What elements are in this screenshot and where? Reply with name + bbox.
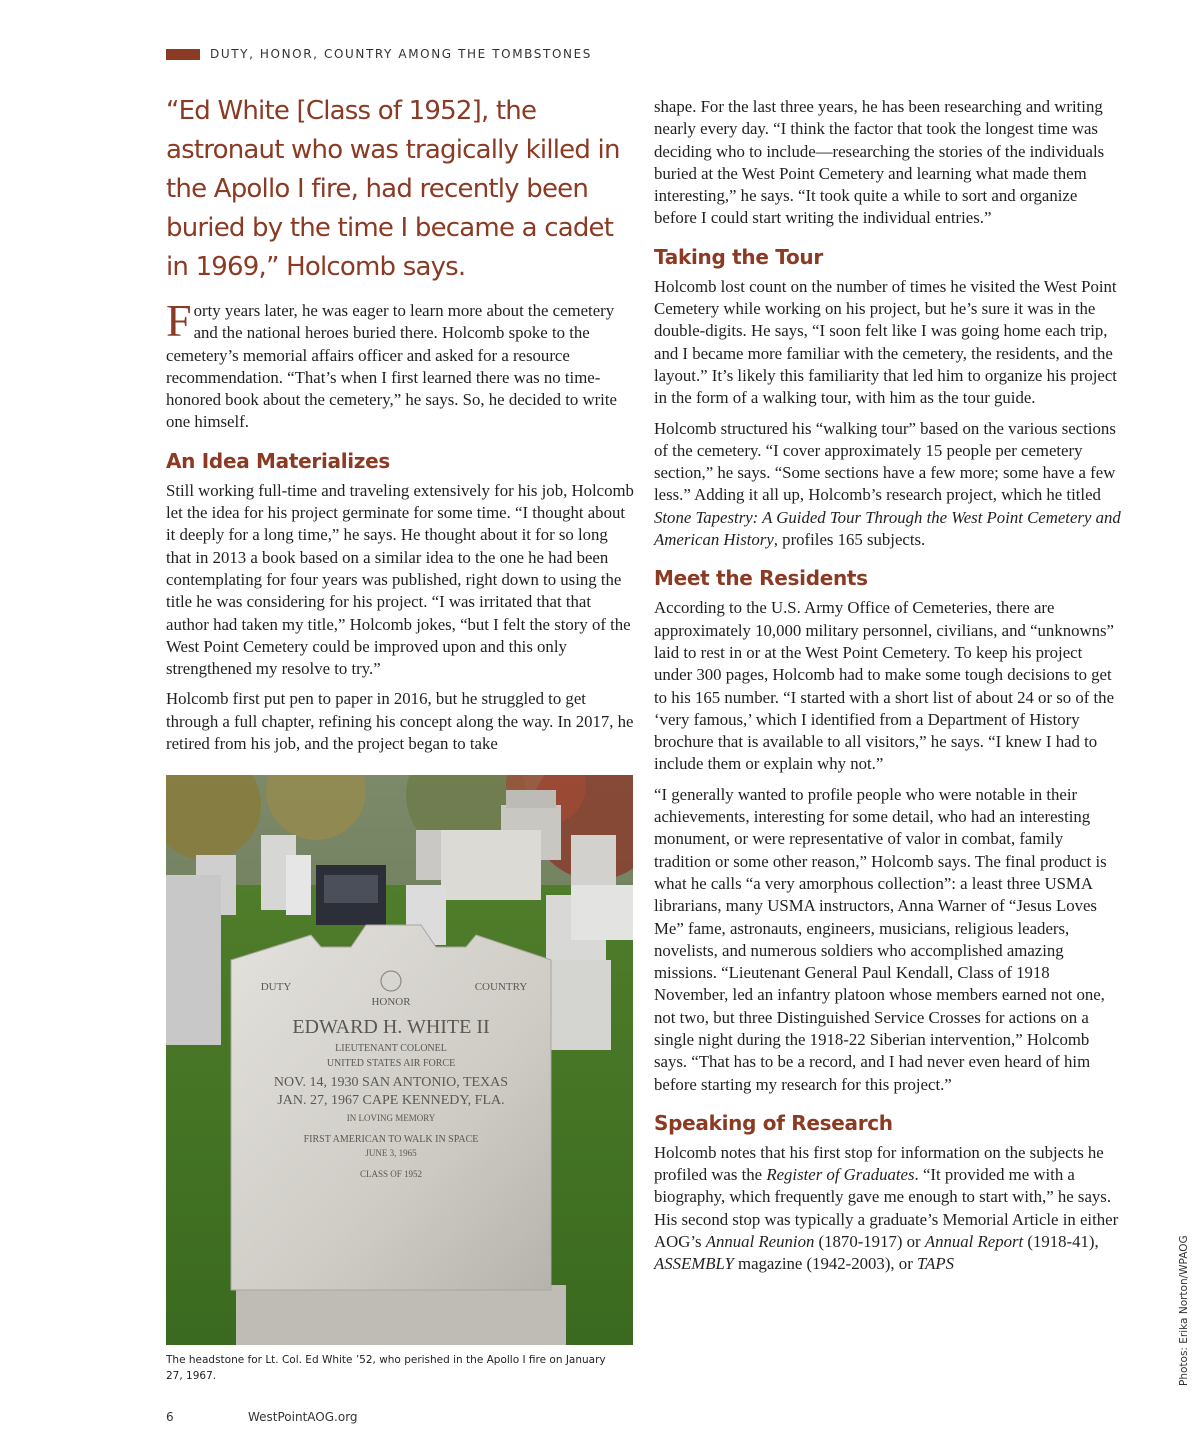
idea-paragraph-1: Still working full-time and traveling extensively for his job, Holcomb let the idea for his project germinate for some time. “I thought about it deeply for a long time,” he says. He thought about it for so long that in 2013 a book based on a similar idea to the one he had been contemplating for four years was published, right down to using the title he was considering for his project. “I was irritated that that author had taken my title,” Holcomb jokes, “but I felt the story of the West Point Cemetery could be improved upon and this only strengthened my resolve to try.”	[166, 480, 634, 679]
taps-title: TAPS	[916, 1254, 954, 1274]
headstone-photo	[166, 775, 633, 1345]
photo-caption: The headstone for Lt. Col. Ed White ’52, who perished in the Apollo I fire on January 27, 1967.	[166, 1354, 606, 1382]
tour-paragraph-2	[654, 418, 1122, 552]
book-title: Stone Tapestry: A Guided Tour Through the West Point Cemetery and American History	[654, 507, 1121, 550]
running-title: DUTY, HONOR, COUNTRY AMONG THE TOMBSTONES	[210, 47, 592, 61]
intro-text: orty years later, he was eager to learn more about the cemetery and the national heroes buried there. Holcomb spoke to the cemetery’s memorial affairs officer and asked for a resource recommendation. “That’s when I first learned there was no time-honored book about the cemetery,” he says. So, he decided to write one himself.	[166, 301, 617, 432]
section-heading-idea: An Idea Materializes	[166, 448, 391, 473]
stone-duty: DUTY	[260, 981, 292, 993]
stone-spacewalk: FIRST AMERICAN TO WALK IN SPACE	[303, 1134, 479, 1145]
footer-website: WestPointAOG.org	[248, 1410, 358, 1424]
tour-p2-text: Holcomb structured his “walking tour” based on the various sections of the cemetery. “I cover approximately 15 people per cemetery section,” he says. “Some sections have a few more; some have a few less.” Adding it all up, Holcomb’s research project, which he titled	[654, 418, 1116, 505]
running-header	[166, 47, 592, 61]
annual-report-title: Annual Report	[924, 1232, 1024, 1252]
stone-rank: LIEUTENANT COLONEL	[335, 1043, 447, 1054]
header-accent-bar	[166, 49, 200, 60]
stone-date: JUNE 3, 1965	[365, 1148, 417, 1158]
research-text-c: (1870-1917) or	[814, 1232, 925, 1252]
stone-name: EDWARD H. WHITE II	[292, 1016, 490, 1038]
page-number: 6	[166, 1410, 174, 1424]
residents-paragraph-2: “I generally wanted to profile people who were notable in their achievements, interesting for some detail, who had an interesting monument, or were representative of valor in combat, family tradition or some other reason,” Holcomb says. The final product is what he calls “a very amorphous collection”: a least three USMA librarians, many USMA instructors, Anna Warner of “Jesus Loves Me” fame, astronauts, engineers, musicians, religious leaders, novelists, and numerous soldiers who accomplished amazing missions. “Lieutenant General Paul Kendall, Class of 1918 November, led an infantry platoon whose members earned not one, not two, but three Distinguished Service Crosses for actions on a single night during the 1918-22 Siberian intervention,” Holcomb says. “That has to be a record, and I had never even heard of him before starting my research for this project.”	[654, 784, 1107, 1094]
left-column	[166, 295, 634, 763]
stone-honor: HONOR	[371, 996, 411, 1008]
stone-birth: NOV. 14, 1930 SAN ANTONIO, TEXAS	[273, 1075, 509, 1090]
idea-paragraph-2: Holcomb first put pen to paper in 2016, but he struggled to get through a full chapter, refining his concept along the way. In 2017, he retired from his job, and the project began to take	[166, 689, 634, 754]
research-text-a: Holcomb notes that his first stop for information on the subjects he profiled was the	[654, 1142, 1104, 1185]
research-text-d: (1918-41),	[1023, 1232, 1099, 1252]
stone-class: CLASS OF 1952	[359, 1169, 423, 1179]
section-heading-residents: Meet the Residents	[654, 566, 868, 591]
tour-paragraph-1: Holcomb lost count on the number of times he visited the West Point Cemetery while working on his project, but he’s sure it was in the double-digits. He says, “I soon felt like I was going home each trip, and I became more familiar with the cemetery, the residents, and the layout.” It’s likely this familiarity that led him to organize his project in the form of a walking tour, with him as the tour guide.	[654, 276, 1117, 408]
research-text-e: magazine (1942-2003), or	[733, 1254, 917, 1274]
section-heading-research: Speaking of Research	[654, 1110, 893, 1135]
research-paragraph-1	[654, 1142, 1122, 1276]
tour-p2-end: , profiles 165 subjects.	[773, 530, 926, 550]
stone-service: UNITED STATES AIR FORCE	[326, 1058, 456, 1069]
stone-memory: IN LOVING MEMORY	[346, 1113, 436, 1123]
section-heading-tour: Taking the Tour	[654, 244, 823, 269]
assembly-title: ASSEMBLY	[654, 1254, 734, 1274]
page-footer	[166, 1410, 358, 1424]
right-column	[654, 96, 1122, 1284]
stone-country: COUNTRY	[474, 981, 528, 993]
register-title: Register of Graduates	[766, 1165, 915, 1185]
drop-cap: F	[166, 295, 192, 346]
photo-credit: Photos: Erika Norton/WPAOG	[1178, 1235, 1190, 1386]
intro-paragraph	[166, 295, 634, 434]
stone-death: JAN. 27, 1967 CAPE KENNEDY, FLA.	[277, 1093, 505, 1108]
research-text-b: . “It provided me with a biography, which frequently gave me enough to start with,” he says. His second stop was typically a graduate’s Memorial Article in either AOG’s	[654, 1165, 1119, 1252]
pull-quote: “Ed White [Class of 1952], the astronaut who was tragically killed in the Apollo I fire, had recently been buried by the time I became a cadet in 1969,” Holcomb says.	[166, 96, 620, 282]
residents-paragraph-1: According to the U.S. Army Office of Cemeteries, there are approximately 10,000 military personnel, civilians, and “unknowns” laid to rest in or at the West Point Cemetery. To keep his project under 300 pages, Holcomb had to make some tough decisions to get to his 165 number. “I started with a short list of about 24 or so of the ‘very famous,’ which I identified from a Department of History brochure that is available to all visitors,” he says. “I knew I had to include them or explain why not.”	[654, 598, 1115, 774]
annual-reunion-title: Annual Reunion	[705, 1232, 815, 1252]
idea-paragraph-2-continued: shape. For the last three years, he has been researching and writing nearly every day. “I think the factor that took the longest time was deciding who to include—researching the stories of the individuals buried at the West Point Cemetery and learning what made them interesting,” he says. “It took quite a while to sort and organize before I could start writing the individual entries.”	[654, 97, 1105, 228]
